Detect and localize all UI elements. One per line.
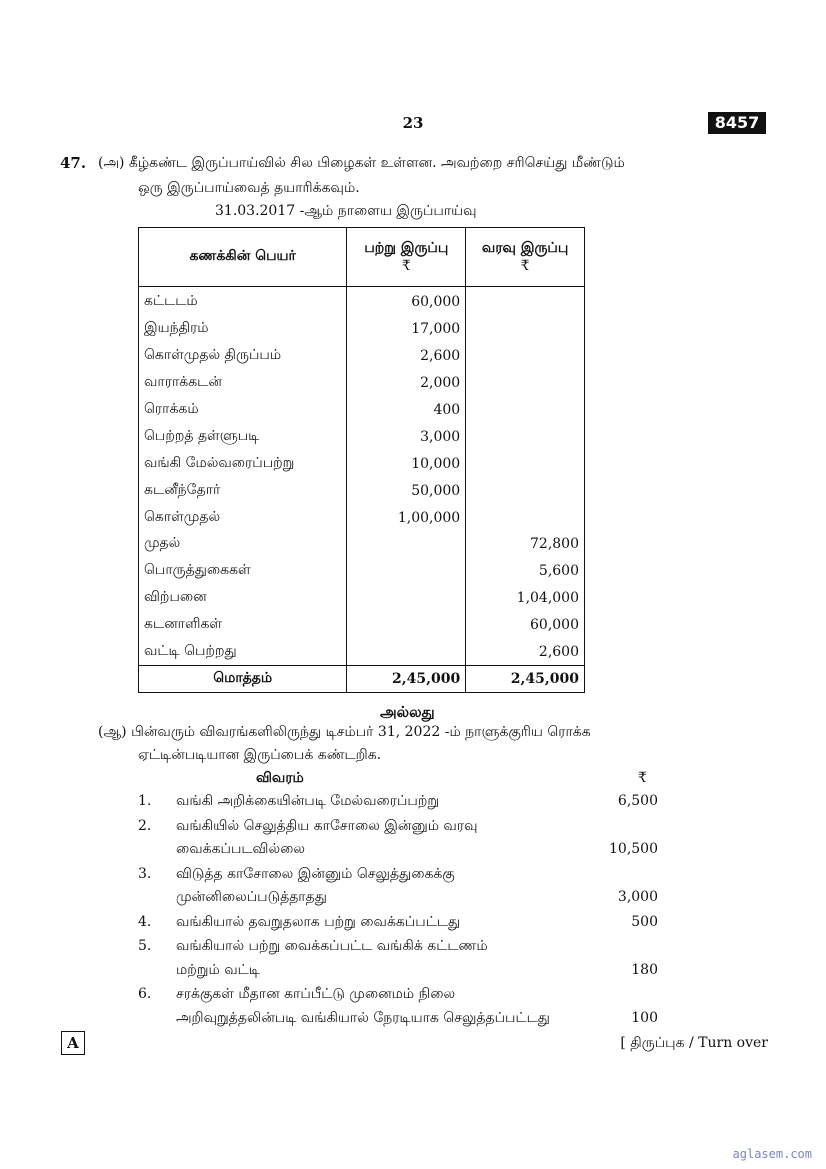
table-row: [139, 531, 585, 558]
account-name-cell: முதல்: [139, 531, 347, 558]
table-row: [139, 558, 585, 585]
watermark: aglasem.com: [732, 1147, 812, 1161]
account-name-cell: கடனாளிகள்: [139, 612, 347, 639]
trial-balance-title: 31.03.2017 -ஆம் நாளைய இருப்பாய்வு: [215, 203, 477, 219]
debit-cell: 50,000: [347, 477, 466, 504]
credit-cell: [466, 504, 585, 531]
item-amount: 100: [631, 1009, 658, 1026]
item-amount: 180: [631, 961, 658, 978]
total-credit: 2,45,000: [466, 666, 585, 693]
debit-cell: 60,000: [347, 287, 466, 316]
table-row: [139, 423, 585, 450]
credit-cell: [466, 316, 585, 343]
header-debit-label: பற்று இருப்பு: [364, 240, 449, 256]
item-text-line: முன்னிலைப்படுத்தாதது: [176, 889, 327, 905]
rupee-symbol: ₹: [520, 258, 530, 274]
item-text-line: வங்கி அறிக்கையின்படி மேல்வரைப்பற்று: [176, 793, 440, 809]
item-amount: 3,000: [617, 889, 658, 905]
credit-cell: 2,600: [466, 639, 585, 666]
account-name-cell: இயந்திரம்: [139, 316, 347, 343]
debit-cell: 3,000: [347, 423, 466, 450]
account-name-cell: கொள்முதல்: [139, 504, 347, 531]
paper-code-badge: 8457: [708, 112, 766, 134]
list-item: [138, 818, 658, 865]
credit-cell: [466, 397, 585, 424]
credit-cell: 72,800: [466, 531, 585, 558]
account-name-cell: பெற்றத் தள்ளுபடி: [139, 423, 347, 450]
item-text-line: வங்கியில் செலுத்திய காசோலை இன்னும் வரவு: [176, 817, 478, 834]
total-row: [139, 666, 585, 693]
amount-currency-header: ₹: [638, 770, 647, 786]
item-text-line: சரக்குகள் மீதான காப்பீட்டு முனைமம் நிலை: [176, 986, 456, 1002]
account-name-cell: கொள்முதல் திருப்பம்: [139, 343, 347, 370]
table-row: [139, 397, 585, 424]
credit-cell: [466, 477, 585, 504]
item-text-line: அறிவுறுத்தலின்படி வங்கியால் நேரடியாக செலுத்தப்பட்டது: [176, 1009, 550, 1026]
rupee-symbol: ₹: [401, 258, 411, 274]
account-name-cell: வட்டி பெற்றது: [139, 639, 347, 666]
account-name-cell: கடனீந்தோர்: [139, 477, 347, 504]
debit-cell: 2,000: [347, 370, 466, 397]
header-debit: [347, 228, 466, 287]
details-header: விவரம்: [256, 770, 304, 786]
debit-cell: 400: [347, 397, 466, 424]
question-number: 47.: [60, 154, 87, 172]
header-credit: [466, 228, 585, 287]
account-name-cell: பொருத்துகைகள்: [139, 558, 347, 585]
total-debit: 2,45,000: [347, 666, 466, 693]
account-name-cell: விற்பனை: [139, 585, 347, 612]
total-label: மொத்தம்: [139, 666, 347, 693]
list-item: [138, 914, 658, 938]
credit-cell: 5,600: [466, 558, 585, 585]
table-row: [139, 585, 585, 612]
account-name-cell: கட்டடம்: [139, 287, 347, 316]
item-number: 4.: [138, 913, 152, 930]
credit-cell: [466, 450, 585, 477]
debit-cell: 10,000: [347, 450, 466, 477]
page-number: 23: [402, 114, 424, 132]
debit-cell: [347, 612, 466, 639]
account-name-cell: ரொக்கம்: [139, 397, 347, 424]
list-item: [138, 986, 658, 1033]
debit-cell: 17,000: [347, 316, 466, 343]
table-row: [139, 450, 585, 477]
credit-cell: [466, 343, 585, 370]
table-row: [139, 316, 585, 343]
table-row: [139, 504, 585, 531]
credit-cell: 1,04,000: [466, 585, 585, 612]
set-letter-box: A: [61, 1031, 85, 1055]
item-text-line: வைக்கப்படவில்லை: [176, 841, 305, 857]
item-amount: 6,500: [617, 793, 658, 809]
item-number: 3.: [138, 865, 152, 882]
turn-over-note: [ திருப்புக / Turn over: [620, 1035, 768, 1051]
item-text-line: வங்கியால் பற்று வைக்கப்பட்ட வங்கிக் கட்டணம்: [176, 938, 488, 954]
item-text-line: விடுத்த காசோலை இன்னும் செலுத்துகைக்கு: [176, 865, 455, 882]
debit-cell: [347, 639, 466, 666]
item-number: 6.: [138, 986, 152, 1002]
credit-cell: [466, 370, 585, 397]
credit-cell: [466, 287, 585, 316]
table-row: [139, 287, 585, 316]
part-b-instruction-line1: (ஆ) பின்வரும் விவரங்களிலிருந்து டிசம்பர் 31, 2022 -ம் நாளுக்குரிய ரொக்க: [98, 724, 591, 740]
item-text-line: மற்றும் வட்டி: [176, 961, 260, 978]
table-row: [139, 343, 585, 370]
debit-cell: 2,600: [347, 343, 466, 370]
list-item: [138, 793, 658, 817]
debit-cell: [347, 558, 466, 585]
table-row: [139, 370, 585, 397]
debit-cell: [347, 585, 466, 612]
item-amount: 10,500: [609, 841, 658, 857]
account-name-cell: வங்கி மேல்வரைப்பற்று: [139, 450, 347, 477]
debit-cell: [347, 531, 466, 558]
trial-balance-table: [138, 227, 585, 693]
header-account: கணக்கின் பெயர்: [139, 228, 347, 287]
credit-cell: [466, 423, 585, 450]
part-a-instruction-line2: ஒரு இருப்பாய்வைத் தயாரிக்கவும்.: [138, 180, 360, 196]
part-b-instruction-line2: ஏட்டின்படியான இருப்பைக் கண்டறிக.: [138, 747, 382, 763]
debit-cell: 1,00,000: [347, 504, 466, 531]
or-label: அல்லது: [380, 703, 435, 721]
list-item: [138, 938, 658, 985]
credit-cell: 60,000: [466, 612, 585, 639]
item-number: 5.: [138, 938, 152, 954]
item-number: 1.: [138, 793, 152, 809]
item-text-line: வங்கியால் தவறுதலாக பற்று வைக்கப்பட்டது: [176, 913, 461, 930]
item-amount: 500: [631, 913, 658, 930]
item-number: 2.: [138, 817, 152, 834]
table-row: [139, 612, 585, 639]
table-row: [139, 639, 585, 666]
list-item: [138, 866, 658, 913]
header-credit-label: வரவு இருப்பு: [481, 240, 569, 256]
table-row: [139, 477, 585, 504]
account-name-cell: வாராக்கடன்: [139, 370, 347, 397]
part-a-instruction-line1: (அ) கீழ்கண்ட இருப்பாய்வில் சில பிழைகள் உள்ளன. அவற்றை சரிசெய்து மீண்டும்: [98, 155, 625, 171]
